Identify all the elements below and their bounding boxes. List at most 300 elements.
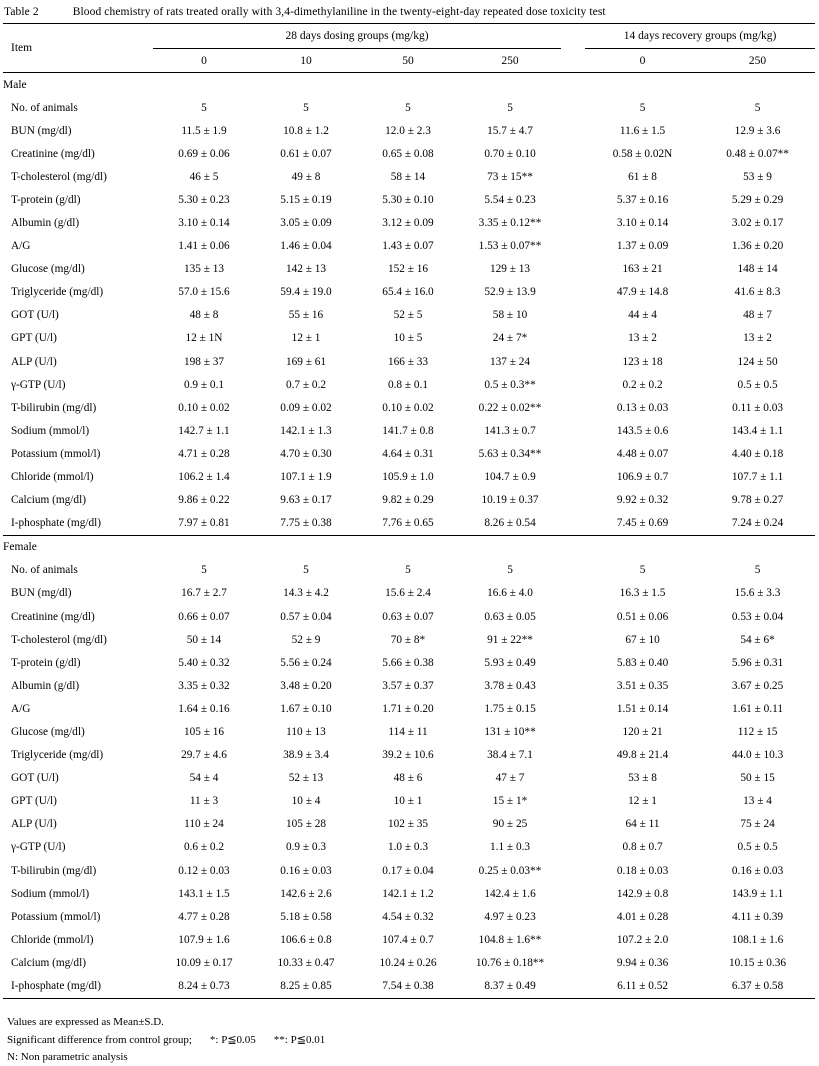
row-label: I-phosphate (mg/dl) [11,517,102,530]
cell-dosing-1: 5.18 ± 0.58 [280,910,332,923]
cell-gap [561,281,585,304]
cell-dosing-0: 105 ± 16 [183,725,225,738]
column-header-item: Item [3,24,153,73]
row-label: T-bilirubin (mg/dl) [11,401,97,414]
cell-recovery-1: 5 [754,564,761,577]
cell-dosing-0: 50 ± 14 [186,633,222,646]
cell-dosing-2: 0.10 ± 0.02 [382,401,434,414]
cell-dosing-0: 5.30 ± 0.23 [178,193,230,206]
cell-dosing-1: 55 ± 16 [288,309,324,322]
cell-dosing-3: 141.3 ± 0.7 [484,424,536,437]
row-label: Creatinine (mg/dl) [11,610,95,623]
cell-dosing-3: 38.4 ± 7.1 [487,749,533,762]
table-row [3,974,815,998]
cell-dosing-3: 0.70 ± 0.10 [484,147,536,160]
cell-recovery-0: 3.10 ± 0.14 [616,217,669,230]
table-row [3,373,815,396]
cell-dosing-3: 3.78 ± 0.43 [484,679,536,692]
cell-recovery-1: 124 ± 50 [737,355,778,368]
cell-recovery-0: 0.51 ± 0.06 [616,610,669,623]
cell-dosing-2: 70 ± 8* [390,633,426,646]
cell-dosing-3: 5.54 ± 0.23 [484,193,536,206]
cell-dosing-1: 52 ± 13 [288,772,324,785]
cell-dosing-3: 3.35 ± 0.12** [478,217,542,230]
cell-dosing-0: 3.10 ± 0.14 [178,217,230,230]
cell-dosing-3: 58 ± 10 [492,309,528,322]
cell-dosing-1: 1.67 ± 0.10 [280,702,332,715]
cell-gap [561,651,585,674]
table-row [3,813,815,836]
cell-recovery-0: 0.2 ± 0.2 [622,378,663,391]
cell-dosing-3: 104.8 ± 1.6** [478,933,542,946]
cell-dosing-1: 1.46 ± 0.04 [280,240,332,253]
cell-dosing-3: 0.25 ± 0.03** [478,864,542,877]
footnote-nonparametric: N: Non parametric analysis [7,1051,128,1064]
table-row [3,258,815,281]
table-row [3,119,815,142]
table-row [3,859,815,882]
cell-dosing-0: 4.71 ± 0.28 [178,447,230,460]
cell-recovery-1: 54 ± 6* [740,633,775,646]
cell-gap [561,605,585,628]
cell-gap [561,928,585,951]
cell-recovery-0: 16.3 ± 1.5 [619,587,666,600]
cell-recovery-0: 44 ± 4 [628,309,657,322]
header-spacer [561,24,585,49]
cell-gap [561,119,585,142]
row-label: Calcium (mg/dl) [11,956,86,969]
table-row [3,489,815,512]
cell-dosing-3: 104.7 ± 0.9 [484,471,536,484]
cell-dosing-0: 142.7 ± 1.1 [178,424,230,437]
cell-dosing-2: 152 ± 16 [387,263,429,276]
row-label: GOT (U/l) [11,309,59,322]
cell-gap [561,512,585,536]
cell-recovery-0: 9.92 ± 0.32 [616,494,669,507]
cell-dosing-3: 0.22 ± 0.02** [478,401,542,414]
cell-recovery-0: 67 ± 10 [625,633,660,646]
cell-dosing-3: 90 ± 25 [492,818,528,831]
cell-dosing-2: 0.17 ± 0.04 [382,864,434,877]
cell-recovery-0: 123 ± 18 [622,355,663,368]
cell-dosing-0: 1.64 ± 0.16 [178,702,230,715]
table-row [3,419,815,442]
table-caption [0,0,819,23]
cell-recovery-1: 5.29 ± 0.29 [731,193,784,206]
table-row [3,790,815,813]
cell-recovery-0: 13 ± 2 [628,332,657,345]
cell-recovery-0: 61 ± 8 [628,170,657,183]
cell-dosing-0: 110 ± 24 [184,818,224,831]
cell-dosing-3: 5 [507,101,513,114]
row-label: T-cholesterol (mg/dl) [11,633,107,646]
table-row [3,605,815,628]
cell-dosing-3: 5.93 ± 0.49 [484,656,536,669]
cell-recovery-1: 4.11 ± 0.39 [732,910,784,923]
cell-dosing-1: 0.09 ± 0.02 [280,401,332,414]
cell-recovery-1: 41.6 ± 8.3 [734,286,781,299]
cell-recovery-1: 0.16 ± 0.03 [731,864,784,877]
cell-dosing-1: 5 [303,564,309,577]
column-header-dosing-groups: 28 days dosing groups (mg/kg) [153,24,561,49]
cell-dosing-2: 5 [405,101,411,114]
cell-recovery-1: 53 ± 9 [743,170,772,183]
cell-recovery-1: 3.02 ± 0.17 [731,217,784,230]
row-label: γ-GTP (U/l) [11,378,66,391]
row-label: GPT (U/l) [11,332,57,345]
cell-recovery-0: 49.8 ± 21.4 [616,749,669,762]
row-label: Glucose (mg/dl) [11,263,85,276]
cell-dosing-2: 0.65 ± 0.08 [382,147,434,160]
cell-gap [561,258,585,281]
row-label: No. of animals [11,101,78,114]
cell-dosing-2: 9.82 ± 0.29 [382,494,434,507]
cell-gap [561,165,585,188]
footnote-significance [3,1031,816,1049]
cell-recovery-0: 4.01 ± 0.28 [616,910,669,923]
table-row [3,836,815,859]
footnote-significance-text: Significant difference from control group; [7,1034,192,1047]
cell-recovery-1: 0.53 ± 0.04 [731,610,784,623]
cell-dosing-3: 15 ± 1* [492,795,528,808]
cell-dosing-2: 48 ± 6 [393,772,423,785]
cell-dosing-3: 142.4 ± 1.6 [484,887,536,900]
cell-gap [561,327,585,350]
cell-dosing-2: 5 [405,564,411,577]
cell-dosing-1: 14.3 ± 4.2 [283,587,329,600]
row-label: T-bilirubin (mg/dl) [11,864,97,877]
cell-recovery-1: 12.9 ± 3.6 [734,124,781,137]
footnote-p005: *: P≦0.05 [209,1034,256,1047]
cell-dosing-0: 143.1 ± 1.5 [178,887,230,900]
cell-dosing-3: 8.26 ± 0.54 [484,517,536,530]
cell-dosing-1: 142.6 ± 2.6 [280,887,332,900]
row-label: Sodium (mmol/l) [11,887,90,900]
cell-dosing-3: 47 ± 7 [495,772,525,785]
table-row [3,512,815,536]
table-bottom-rule [3,998,815,1008]
cell-dosing-1: 107.1 ± 1.9 [280,471,332,484]
cell-gap [561,836,585,859]
cell-dosing-2: 52 ± 5 [393,309,423,322]
cell-recovery-0: 5.83 ± 0.40 [616,656,669,669]
cell-gap [561,142,585,165]
cell-dosing-0: 5.40 ± 0.32 [178,656,230,669]
cell-recovery-0: 1.51 ± 0.14 [616,702,669,715]
cell-dosing-0: 0.10 ± 0.02 [178,401,230,414]
row-label: Glucose (mg/dl) [11,725,85,738]
cell-dosing-0: 7.97 ± 0.81 [178,517,230,530]
cell-dosing-0: 3.35 ± 0.32 [178,679,230,692]
table-row [3,442,815,465]
cell-dosing-0: 16.7 ± 2.7 [181,587,227,600]
cell-recovery-0: 0.13 ± 0.03 [616,401,669,414]
cell-gap [561,211,585,234]
cell-dosing-2: 65.4 ± 16.0 [382,286,434,299]
table-row [3,951,815,974]
table-row [3,559,815,582]
cell-recovery-0: 4.48 ± 0.07 [616,447,669,460]
cell-recovery-1: 4.40 ± 0.18 [731,447,784,460]
row-label: No. of animals [11,564,78,577]
row-label: A/G [11,240,31,253]
cell-dosing-1: 5.56 ± 0.24 [280,656,332,669]
cell-dosing-0: 0.12 ± 0.03 [178,864,230,877]
cell-dosing-1: 3.05 ± 0.09 [280,217,332,230]
cell-gap [561,720,585,743]
cell-recovery-0: 7.45 ± 0.69 [616,517,669,530]
cell-recovery-1: 48 ± 7 [743,309,772,322]
cell-gap [561,466,585,489]
cell-dosing-0: 11 ± 3 [189,795,219,808]
cell-dosing-0: 0.6 ± 0.2 [183,841,225,854]
cell-gap [561,96,585,119]
cell-recovery-1: 143.9 ± 1.1 [731,887,784,900]
cell-recovery-1: 75 ± 24 [740,818,775,831]
cell-gap [561,674,585,697]
cell-recovery-0: 3.51 ± 0.35 [616,679,669,692]
cell-dosing-3: 91 ± 22** [487,633,533,646]
cell-gap [561,859,585,882]
row-label: T-protein (g/dl) [11,656,81,669]
cell-gap [561,419,585,442]
column-header-recovery-groups: 14 days recovery groups (mg/kg) [585,24,815,49]
cell-recovery-1: 3.67 ± 0.25 [731,679,784,692]
cell-dosing-3: 137 ± 24 [489,355,531,368]
cell-dosing-0: 198 ± 37 [183,355,225,368]
cell-dosing-3: 16.6 ± 4.0 [487,587,533,600]
cell-recovery-0: 106.9 ± 0.7 [616,471,669,484]
cell-recovery-0: 5 [639,564,646,577]
cell-dosing-2: 1.71 ± 0.20 [382,702,434,715]
table-row [3,281,815,304]
cell-gap [561,489,585,512]
cell-recovery-1: 50 ± 15 [740,772,775,785]
cell-recovery-1: 13 ± 4 [743,795,772,808]
cell-recovery-0: 5 [639,101,646,114]
cell-dosing-3: 52.9 ± 13.9 [484,286,536,299]
table-row [3,651,815,674]
cell-recovery-0: 6.11 ± 0.52 [617,980,669,993]
cell-dosing-1: 0.16 ± 0.03 [280,864,332,877]
cell-dosing-0: 12 ± 1N [185,332,223,345]
cell-dosing-2: 107.4 ± 0.7 [382,933,434,946]
cell-dosing-1: 8.25 ± 0.85 [280,980,332,993]
dose-level-10: 10 [300,54,312,67]
cell-recovery-1: 107.7 ± 1.1 [731,471,784,484]
cell-dosing-3: 129 ± 13 [489,263,531,276]
cell-dosing-3: 10.76 ± 0.18** [475,956,545,969]
footnote-mean-sd: Values are expressed as Mean±S.D. [7,1016,164,1029]
cell-gap [561,767,585,790]
cell-dosing-1: 0.7 ± 0.2 [285,378,327,391]
cell-recovery-0: 163 ± 21 [622,263,663,276]
cell-recovery-1: 0.5 ± 0.5 [737,378,778,391]
row-label: γ-GTP (U/l) [11,841,66,854]
cell-recovery-0: 0.58 ± 0.02N [612,147,673,160]
cell-dosing-1: 7.75 ± 0.38 [280,517,332,530]
table-row [3,396,815,419]
cell-dosing-1: 9.63 ± 0.17 [280,494,332,507]
cell-dosing-2: 15.6 ± 2.4 [385,587,431,600]
cell-dosing-0: 5 [201,101,207,114]
cell-dosing-1: 0.57 ± 0.04 [280,610,332,623]
cell-dosing-3: 10.19 ± 0.37 [481,494,539,507]
table-row [3,720,815,743]
row-label: T-cholesterol (mg/dl) [11,170,107,183]
recovery-level-0: 0 [639,54,646,67]
cell-recovery-1: 112 ± 15 [737,725,778,738]
cell-dosing-3: 0.5 ± 0.3** [484,378,536,391]
cell-dosing-2: 7.76 ± 0.65 [382,517,434,530]
recovery-level-250: 250 [748,54,767,67]
table-row [3,928,815,951]
cell-dosing-1: 0.61 ± 0.07 [280,147,332,160]
cell-dosing-1: 5.15 ± 0.19 [280,193,332,206]
row-label: Albumin (g/dl) [11,679,80,692]
cell-dosing-1: 169 ± 61 [285,355,327,368]
row-label: T-protein (g/dl) [11,193,81,206]
cell-dosing-0: 0.69 ± 0.06 [178,147,230,160]
cell-dosing-2: 58 ± 14 [390,170,426,183]
cell-recovery-0: 12 ± 1 [628,795,657,808]
cell-dosing-1: 110 ± 13 [286,725,326,738]
cell-gap [561,442,585,465]
cell-recovery-1: 1.36 ± 0.20 [731,240,784,253]
cell-recovery-0: 0.18 ± 0.03 [616,864,669,877]
cell-dosing-0: 0.9 ± 0.1 [183,378,225,391]
cell-dosing-2: 114 ± 11 [388,725,428,738]
table-row [3,165,815,188]
cell-dosing-3: 5.63 ± 0.34** [478,447,542,460]
table-row [3,674,815,697]
cell-dosing-3: 24 ± 7* [492,332,528,345]
cell-recovery-1: 108.1 ± 1.6 [731,933,784,946]
row-label: BUN (mg/dl) [11,124,72,137]
cell-gap [561,396,585,419]
cell-dosing-1: 52 ± 9 [291,633,321,646]
table-caption-text: Blood chemistry of rats treated orally with 3,4-dimethylaniline in the twenty-eight-day repeated dose toxicity test [72,6,606,18]
cell-dosing-1: 3.48 ± 0.20 [280,679,332,692]
cell-dosing-2: 5.30 ± 0.10 [382,193,434,206]
cell-recovery-1: 5.96 ± 0.31 [731,656,784,669]
cell-dosing-2: 10.24 ± 0.26 [379,956,437,969]
cell-dosing-1: 12 ± 1 [291,332,321,345]
cell-dosing-1: 10 ± 4 [291,795,321,808]
cell-recovery-1: 5 [754,101,761,114]
footnote-p001: **: P≦0.01 [273,1034,326,1047]
cell-gap [561,974,585,998]
table-row [3,188,815,211]
cell-dosing-2: 0.8 ± 0.1 [387,378,429,391]
row-label: GPT (U/l) [11,795,57,808]
table-row [3,582,815,605]
cell-gap [561,628,585,651]
table-row [3,350,815,373]
cell-recovery-1: 9.78 ± 0.27 [731,494,784,507]
row-label: Potassium (mmol/l) [11,910,101,923]
table-row [3,304,815,327]
cell-gap [561,304,585,327]
table-row [3,235,815,258]
cell-recovery-0: 107.2 ± 2.0 [616,933,669,946]
cell-dosing-2: 142.1 ± 1.2 [382,887,434,900]
cell-gap [561,905,585,928]
cell-dosing-3: 131 ± 10** [484,725,536,738]
cell-dosing-3: 0.63 ± 0.05 [484,610,536,623]
cell-recovery-0: 143.5 ± 0.6 [616,424,669,437]
cell-dosing-2: 141.7 ± 0.8 [382,424,434,437]
cell-dosing-2: 4.64 ± 0.31 [382,447,434,460]
cell-dosing-0: 48 ± 8 [189,309,219,322]
cell-dosing-3: 5 [507,564,513,577]
cell-dosing-2: 10 ± 1 [393,795,423,808]
cell-dosing-0: 106.2 ± 1.4 [178,471,230,484]
cell-recovery-0: 64 ± 11 [625,818,660,831]
table-footnotes [3,1008,816,1066]
row-label: Calcium (mg/dl) [11,494,86,507]
table-caption-label: Table 2 [4,6,39,18]
cell-gap [561,951,585,974]
table-row [3,905,815,928]
table-row [3,466,815,489]
blood-chemistry-table [3,23,815,1008]
cell-gap [561,790,585,813]
cell-dosing-0: 29.7 ± 4.6 [181,749,227,762]
table-row [3,744,815,767]
cell-dosing-1: 142.1 ± 1.3 [280,424,332,437]
table-row [3,142,815,165]
cell-dosing-1: 10.8 ± 1.2 [283,124,329,137]
cell-recovery-0: 120 ± 21 [622,725,663,738]
cell-recovery-1: 0.11 ± 0.03 [732,401,784,414]
cell-dosing-0: 9.86 ± 0.22 [178,494,230,507]
cell-dosing-3: 8.37 ± 0.49 [484,980,536,993]
cell-dosing-2: 3.57 ± 0.37 [382,679,434,692]
row-label: GOT (U/l) [11,772,59,785]
table-row [3,327,815,350]
cell-recovery-1: 0.48 ± 0.07** [726,147,789,160]
cell-recovery-1: 1.61 ± 0.11 [732,702,784,715]
table-row [3,96,815,119]
cell-dosing-1: 49 ± 8 [291,170,321,183]
header-spacer-2 [561,49,585,73]
cell-dosing-0: 5 [201,564,207,577]
cell-dosing-1: 4.70 ± 0.30 [280,447,332,460]
section-title: Female [3,535,815,559]
cell-dosing-0: 1.41 ± 0.06 [178,240,230,253]
cell-dosing-1: 106.6 ± 0.8 [280,933,332,946]
cell-dosing-2: 1.0 ± 0.3 [387,841,429,854]
cell-recovery-1: 44.0 ± 10.3 [731,749,784,762]
table-header-group-row [3,24,815,49]
table-bottom-rule-cell [3,998,815,1008]
cell-dosing-3: 1.53 ± 0.07** [478,240,542,253]
cell-dosing-0: 46 ± 5 [189,170,219,183]
cell-recovery-0: 11.6 ± 1.5 [619,124,666,137]
cell-dosing-2: 10 ± 5 [393,332,423,345]
cell-dosing-3: 73 ± 15** [487,170,533,183]
row-label: ALP (U/l) [11,355,57,368]
cell-gap [561,188,585,211]
cell-dosing-2: 102 ± 35 [387,818,429,831]
cell-dosing-3: 1.1 ± 0.3 [489,841,531,854]
row-label: Albumin (g/dl) [11,217,80,230]
cell-recovery-0: 1.37 ± 0.09 [616,240,669,253]
row-label: Sodium (mmol/l) [11,424,90,437]
row-label: I-phosphate (mg/dl) [11,980,102,993]
row-label: Triglyceride (mg/dl) [11,749,104,762]
